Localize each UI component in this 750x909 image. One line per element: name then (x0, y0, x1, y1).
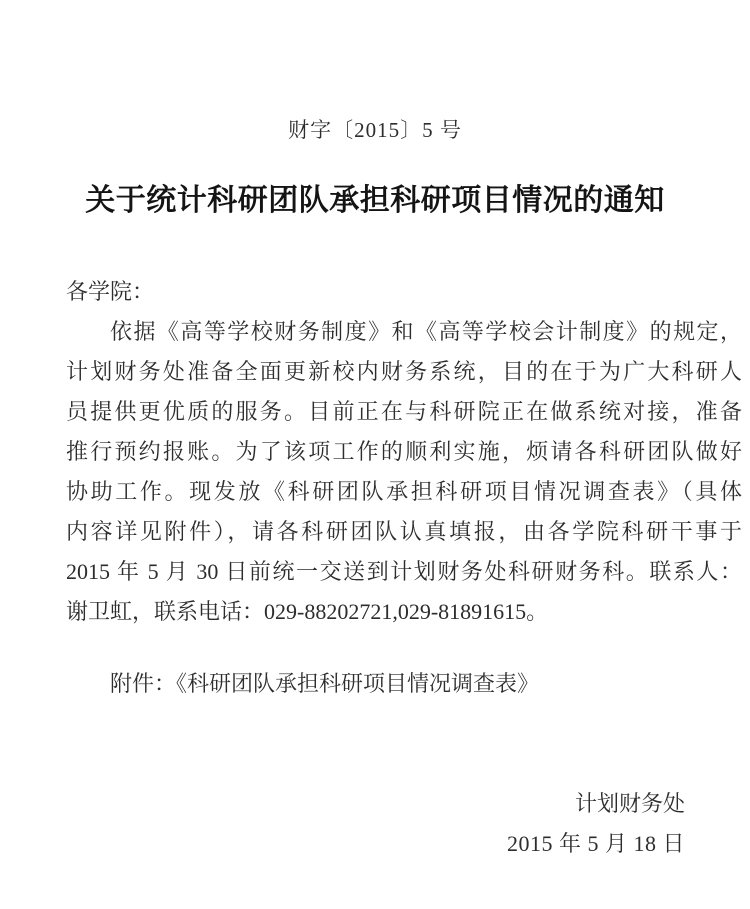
body-line: 协助工作。现发放《科研团队承担科研项目情况调查表》（具体 (66, 479, 742, 504)
page-title: 关于统计科研团队承担科研项目情况的通知 (85, 184, 665, 217)
signer-name: 计划财务处 (574, 791, 685, 816)
body-line: 谢卫虹，联系电话：029-88202721,029-81891615。 (66, 599, 549, 624)
attachment-line: 附件：《科研团队承担科研项目情况调查表》 (110, 671, 540, 696)
signature-date: 2015 年 5 月 18 日 (506, 831, 685, 856)
body-line: 内容详见附件），请各科研团队认真填报，由各学院科研干事于 (66, 519, 742, 544)
body-line: 推行预约报账。为了该项工作的顺利实施，烦请各科研团队做好 (66, 439, 742, 464)
body-line: 员提供更优质的服务。目前正在与科研院正在做系统对接，准备 (66, 399, 742, 424)
salutation-line: 各学院： (66, 279, 155, 304)
signature-block (507, 784, 685, 864)
document-number: 财字〔2015〕5 号 (288, 118, 462, 142)
body-line: 2015 年 5 月 30 日前统一交送到计划财务处科研财务科。联系人： (66, 559, 742, 584)
body-line: 依据《高等学校财务制度》和《高等学校会计制度》的规定， (110, 319, 742, 344)
document-body (66, 272, 742, 704)
body-line: 计划财务处准备全面更新校内财务系统，目的在于为广大科研人 (66, 359, 742, 384)
